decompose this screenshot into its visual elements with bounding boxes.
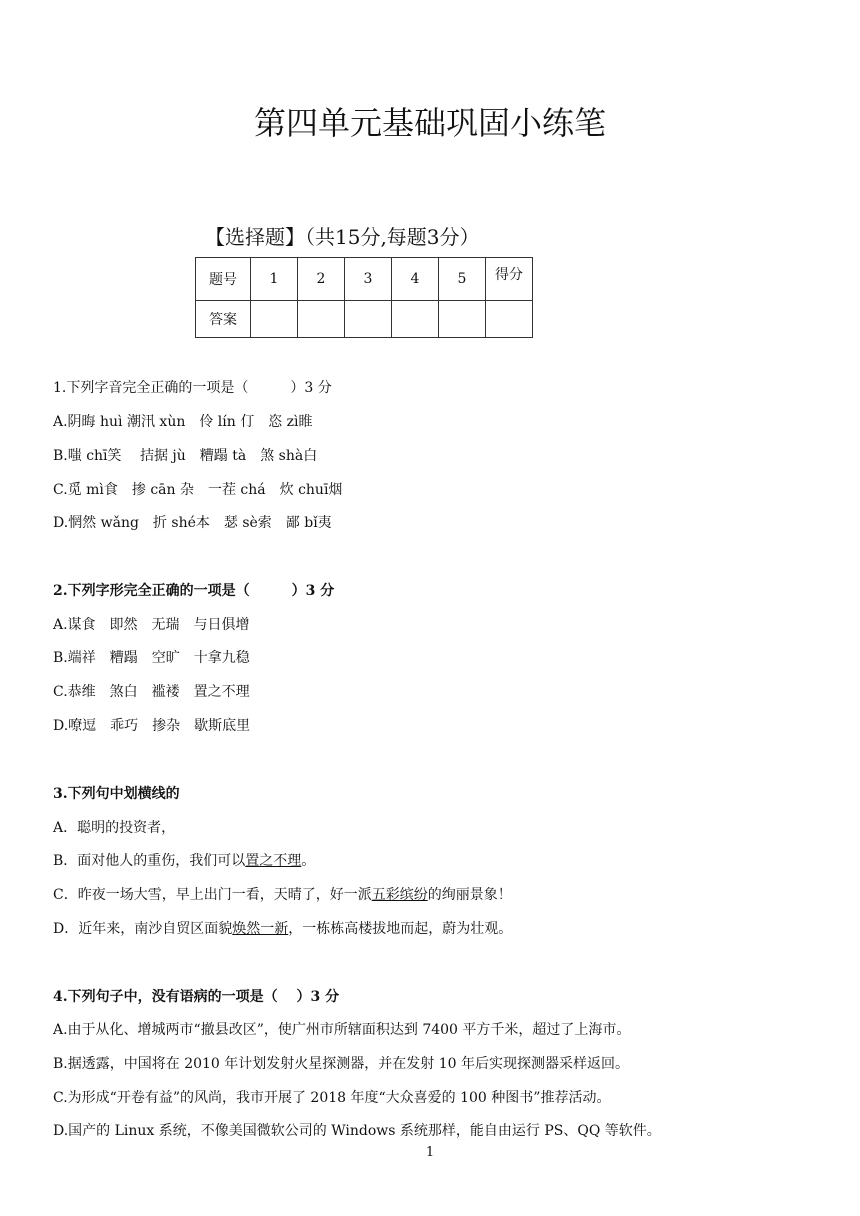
- table-cell: 5: [439, 258, 486, 301]
- question-3-option-b: [53, 850, 315, 870]
- option-text: D．近年来，南沙自贸区面貌: [53, 921, 233, 937]
- question-1-option-b: B.嗤 chī笑 拮据 jù 糟蹋 tà 煞 shà白: [53, 448, 318, 464]
- answer-cell[interactable]: [345, 301, 392, 338]
- question-1-stem: 1.下列字音完全正确的一项是（ ）3 分: [53, 380, 332, 396]
- question-2-option-d: D.嘹逗 乖巧 掺杂 歇斯底里: [53, 718, 251, 734]
- question-4-option-c: C.为形成“开卷有益”的风尚，我市开展了 2018 年度“大众喜爱的 100 种图书”推荐活动。: [53, 1090, 611, 1106]
- page-title: 第四单元基础巩固小练笔: [253, 104, 606, 142]
- option-text: C．昨夜一场大雪，早上出门一看，天晴了，好一派: [53, 887, 372, 903]
- table-cell: 3: [345, 258, 392, 301]
- question-3-option-a: A．聪明的投资者，: [53, 820, 176, 836]
- option-text: B．面对他人的重伤，我们可以: [53, 853, 246, 869]
- answer-table: [195, 257, 533, 338]
- question-1-option-c: C.觅 mì食 掺 cān 杂 一茬 chá 炊 chuī烟: [53, 482, 343, 498]
- option-text: ，一栋栋高楼拔地而起，蔚为壮观。: [288, 921, 513, 937]
- question-2-option-a: A.谋食 即然 无瑞 与日俱增: [53, 617, 250, 633]
- underlined-phrase: 五彩缤纷: [371, 887, 428, 903]
- question-4-option-b: B.据透露，中国将在 2010 年计划发射火星探测器，并在发射 10 年后实现探测器采样返回。: [53, 1056, 629, 1072]
- question-1-option-a: A.阴晦 huì 潮汛 xùn 伶 lín 仃 恣 zì睢: [53, 414, 313, 430]
- answer-cell[interactable]: [392, 301, 439, 338]
- score-cell[interactable]: [486, 301, 533, 338]
- table-cell: 题号: [196, 258, 251, 301]
- answer-cell[interactable]: [298, 301, 345, 338]
- option-text: 的绚丽景象！: [427, 887, 512, 903]
- section-header: 【选择题】（共15分,每题3分）: [205, 225, 480, 249]
- option-text: 。: [301, 853, 316, 869]
- table-row: [196, 258, 533, 301]
- underlined-phrase: 焕然一新: [232, 921, 289, 937]
- table-row: [196, 301, 533, 338]
- table-cell: 4: [392, 258, 439, 301]
- table-cell: 2: [298, 258, 345, 301]
- answer-cell[interactable]: [439, 301, 486, 338]
- question-3-option-d: [53, 918, 512, 938]
- question-3-option-c: [53, 884, 512, 904]
- question-3-stem: 3.下列句中划横线的: [53, 786, 180, 802]
- question-2-option-c: C.恭维 煞白 褴褛 置之不理: [53, 684, 250, 700]
- question-2-stem: 2.下列字形完全正确的一项是（ ）3 分: [53, 583, 335, 599]
- table-cell: 答案: [196, 301, 251, 338]
- question-4-option-a: A.由于从化、增城两市“撤县改区”，使广州市所辖面积达到 7400 平方千米，超过了上海市。: [53, 1022, 631, 1038]
- question-4-stem: 4.下列句子中，没有语病的一项是（ ）3 分: [53, 989, 340, 1005]
- table-cell: 得分: [486, 258, 533, 301]
- underlined-phrase: 置之不理: [245, 853, 302, 869]
- page-number: 1: [425, 1145, 435, 1160]
- question-4-option-d: D.国产的 Linux 系统，不像美国微软公司的 Windows 系统那样，能自由运行 PS、QQ 等软件。: [53, 1123, 661, 1139]
- question-1-option-d: D.惘然 wǎng 折 shé本 瑟 sè索 鄙 bǐ夷: [53, 515, 332, 531]
- answer-cell[interactable]: [251, 301, 298, 338]
- table-cell: 1: [251, 258, 298, 301]
- question-2-option-b: B.端祥 糟蹋 空旷 十拿九稳: [53, 650, 250, 666]
